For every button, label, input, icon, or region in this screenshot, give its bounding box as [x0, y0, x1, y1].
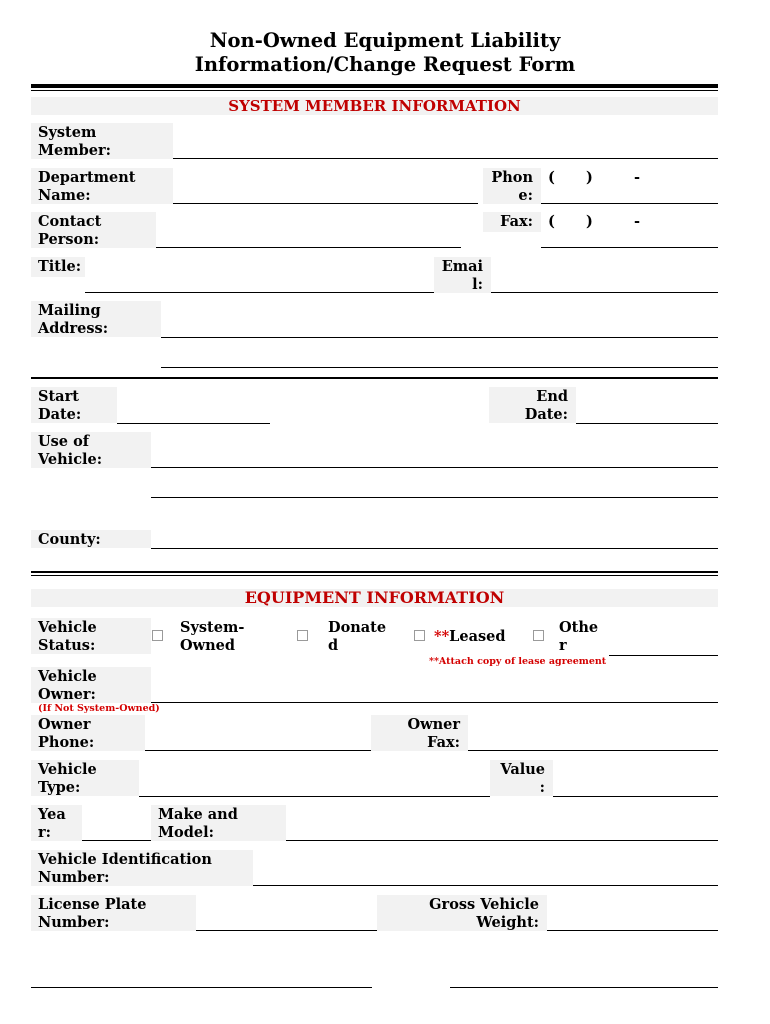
section-system-member-heading: SYSTEM MEMBER INFORMATION — [228, 97, 521, 115]
label-text: l: — [472, 276, 483, 293]
title-label — [31, 257, 85, 277]
email-label — [434, 257, 491, 293]
vehicle-owner-note: (If Not System-Owned) — [38, 703, 160, 714]
department-name-field[interactable] — [173, 203, 478, 204]
label-text: Owner — [38, 716, 91, 733]
label-text: Model: — [158, 824, 214, 841]
leased-checkbox[interactable] — [414, 630, 425, 641]
label-text: Date: — [38, 406, 82, 423]
system-member-field[interactable] — [173, 158, 718, 159]
label-text: Owner — [407, 716, 460, 733]
county-field[interactable] — [151, 548, 718, 549]
label-text: Phone: — [38, 734, 95, 751]
end-date-label — [489, 387, 576, 423]
mailing-address-field-1[interactable] — [161, 337, 718, 338]
section-divider — [31, 377, 718, 379]
label-text: Number: — [38, 914, 110, 931]
gross-weight-label — [377, 895, 547, 931]
label-text: Othe — [559, 619, 599, 636]
label-text: Fax: — [427, 734, 460, 751]
label-text: Contact — [38, 213, 102, 230]
system-member-label — [31, 123, 173, 159]
fax-open-paren: ( — [548, 213, 555, 230]
vehicle-owner-label — [31, 667, 151, 703]
label-text: Use of — [38, 433, 89, 450]
department-name-label — [31, 168, 173, 204]
label-text: Make and — [158, 806, 238, 823]
label-text: r: — [38, 824, 51, 841]
phone-close-paren: ) — [586, 169, 593, 186]
email-field[interactable] — [491, 292, 718, 293]
other-option-label — [559, 619, 598, 655]
contact-person-field[interactable] — [156, 247, 461, 248]
leased-option-label — [434, 628, 506, 646]
mailing-address-field-2[interactable] — [161, 367, 718, 368]
label-text: Owned — [180, 637, 236, 654]
mailing-address-label — [31, 301, 161, 337]
vin-label — [31, 850, 253, 886]
system-owned-checkbox[interactable] — [152, 630, 163, 641]
use-of-vehicle-label — [31, 432, 151, 468]
label-text: Owner: — [38, 686, 96, 703]
start-date-label — [31, 387, 117, 423]
gross-weight-field[interactable] — [547, 930, 718, 931]
label-text: Value — [500, 761, 545, 778]
vehicle-status-label — [31, 618, 151, 654]
label-text: Weight: — [476, 914, 539, 931]
vehicle-type-label — [31, 760, 139, 796]
system-owned-option-label — [180, 619, 244, 655]
form-title-line2: Information/Change Request Form — [194, 53, 576, 76]
contact-person-label — [31, 212, 156, 248]
signature-line-left[interactable] — [31, 987, 372, 988]
fax-close-paren: ) — [586, 213, 593, 230]
label-text: Number: — [38, 869, 110, 886]
phone-label — [483, 168, 541, 204]
phone-dash: - — [634, 169, 641, 186]
county-label — [31, 530, 151, 548]
vehicle-owner-field[interactable] — [151, 702, 718, 703]
label-text: Type: — [38, 779, 81, 796]
start-date-field[interactable] — [117, 423, 270, 424]
label-text: System — [38, 124, 97, 141]
label-text: Person: — [38, 231, 100, 248]
lease-note: **Attach copy of lease agreement — [429, 656, 607, 667]
signature-line-right[interactable] — [450, 987, 718, 988]
label-text: r — [559, 637, 567, 654]
other-field[interactable] — [609, 655, 718, 656]
other-checkbox[interactable] — [533, 630, 544, 641]
donated-option-label — [328, 619, 386, 655]
form-title-line1: Non-Owned Equipment Liability — [209, 29, 561, 52]
end-date-field[interactable] — [576, 423, 718, 424]
vin-field[interactable] — [253, 885, 718, 886]
label-text: Title: — [38, 258, 82, 275]
title-divider — [31, 84, 718, 88]
use-of-vehicle-field-2[interactable] — [151, 497, 718, 498]
label-text: Vehicle — [38, 761, 97, 778]
phone-field[interactable] — [541, 203, 718, 204]
label-text: License Plate — [38, 896, 147, 913]
fax-field[interactable] — [541, 247, 718, 248]
donated-checkbox[interactable] — [297, 630, 308, 641]
label-text: Status: — [38, 637, 96, 654]
required-marker: ** — [434, 628, 450, 645]
label-text: Leased — [449, 628, 506, 645]
label-text: Member: — [38, 142, 111, 159]
section-divider-double-top — [31, 571, 718, 573]
label-text: Mailing — [38, 302, 101, 319]
use-of-vehicle-field-1[interactable] — [151, 467, 718, 468]
label-text: Fax: — [500, 213, 533, 230]
title-divider-thin — [31, 90, 718, 91]
year-label — [31, 805, 82, 841]
make-model-label — [151, 805, 286, 841]
label-text: Vehicle: — [38, 451, 103, 468]
label-text: System- — [180, 619, 245, 636]
label-text: Start — [38, 388, 79, 405]
owner-phone-label — [31, 715, 145, 751]
year-field[interactable] — [82, 840, 151, 841]
label-text: End — [536, 388, 568, 405]
section-equipment-heading: EQUIPMENT INFORMATION — [244, 588, 505, 607]
label-text: Phon — [491, 169, 533, 186]
label-text: Vehicle — [38, 668, 97, 685]
phone-open-paren: ( — [548, 169, 555, 186]
vehicle-type-field[interactable] — [139, 796, 490, 797]
section-divider-double-bottom — [31, 575, 718, 576]
value-label — [490, 760, 553, 796]
label-text: d — [328, 637, 339, 654]
label-text: Date: — [524, 406, 568, 423]
value-field[interactable] — [553, 796, 718, 797]
label-text: Vehicle — [38, 619, 97, 636]
title-field[interactable] — [85, 292, 434, 293]
fax-label — [483, 212, 541, 232]
label-text: Department — [38, 169, 136, 186]
owner-phone-field[interactable] — [145, 750, 371, 751]
label-text: e: — [518, 187, 533, 204]
label-text: Vehicle Identification — [38, 851, 212, 868]
owner-fax-label — [371, 715, 468, 751]
label-text: Yea — [38, 806, 66, 823]
license-plate-field[interactable] — [196, 930, 377, 931]
owner-fax-field[interactable] — [468, 750, 718, 751]
label-text: Gross Vehicle — [429, 896, 539, 913]
label-text: Emai — [441, 258, 483, 275]
make-model-field[interactable] — [286, 840, 718, 841]
label-text: Address: — [38, 320, 109, 337]
fax-dash: - — [634, 213, 641, 230]
label-text: : — [539, 779, 545, 796]
label-text: County: — [38, 531, 101, 548]
license-plate-label — [31, 895, 196, 931]
label-text: Donate — [328, 619, 387, 636]
label-text: Name: — [38, 187, 91, 204]
